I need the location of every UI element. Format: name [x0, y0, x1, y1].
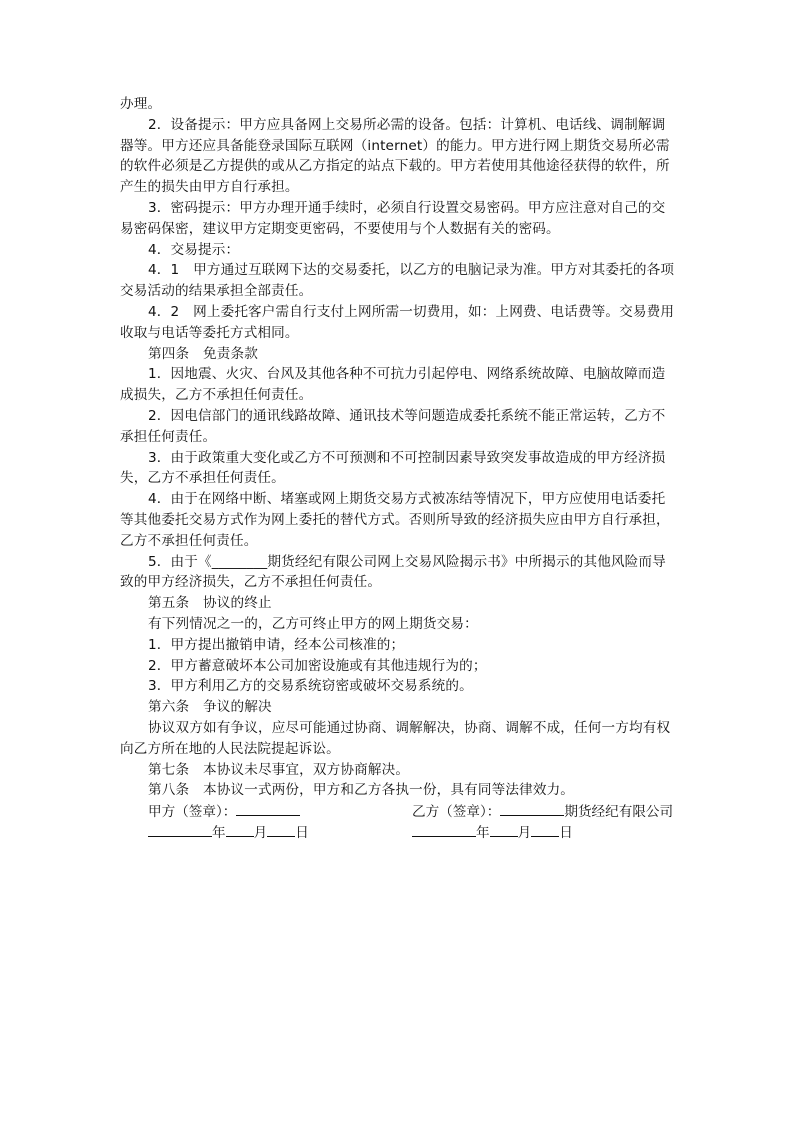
text-line: 1．甲方提出撤销申请，经本公司核准的； — [148, 636, 405, 653]
party-b-label: 乙方（签章）： — [412, 804, 501, 821]
text-line: 2．因电信部门的通讯线路故障、通讯技术等问题造成委托系统不能正常运转，乙方不 — [148, 407, 666, 424]
document-body — [120, 94, 680, 801]
text-line: 器等。甲方还应具备能登录国际互联网（internet）的能力。甲方进行网上期货交易所必需 — [120, 137, 670, 154]
text-line: 协议双方如有争议，应尽可能通过协商、调解解决，协商、调解不成，任何一方均有权 — [148, 719, 671, 736]
party-a-day-blank — [267, 822, 295, 837]
party-a-year-blank — [148, 822, 212, 837]
text-line: 第七条 本协议未尽事宜，双方协商解决。 — [148, 761, 410, 778]
party-a-date — [148, 822, 309, 844]
document-page — [120, 94, 680, 843]
text-line: 失，乙方不承担任何责任。 — [120, 470, 285, 487]
party-a-month-blank — [226, 822, 254, 837]
text-line: 有下列情况之一的，乙方可终止甲方的网上期货交易： — [148, 615, 478, 632]
text-line: 1．因地震、火灾、台风及其他各种不可抗力引起停电、网络系统故障、电脑故障而造 — [148, 366, 666, 383]
text-line: 致的甲方经济损失，乙方不承担任何责任。 — [120, 574, 382, 591]
text-line: 第六条 争议的解决 — [148, 699, 272, 716]
text-line: 4．由于在网络中断、堵塞或网上期货交易方式被冻结等情况下，甲方应使用电话委托 — [148, 491, 666, 508]
signature-row — [120, 801, 680, 822]
text-line: 4．1 甲方通过互联网下达的交易委托，以乙方的电脑记录为准。甲方对其委托的各项 — [148, 262, 675, 279]
text-line: 4．2 网上委托客户需自行支付上网所需一切费用，如：上网费、电话费等。交易费用 — [148, 303, 675, 320]
party-b-month-blank — [490, 822, 518, 837]
text-line: 等其他委托交易方式作为网上委托的替代方式。否则所导致的经济损失应由甲方自行承担， — [120, 511, 670, 528]
text-line: 成损失，乙方不承担任何责任。 — [120, 387, 313, 404]
date-row — [120, 822, 680, 843]
text-line: 4．交易提示： — [148, 241, 240, 258]
party-b-signature — [412, 801, 673, 823]
party-b-date — [412, 822, 573, 844]
party-a-signature — [148, 801, 300, 823]
text-line: 3．由于政策重大变化或乙方不可预测和不可控制因素导致突发事故造成的甲方经济损 — [148, 449, 666, 466]
party-a-year-label: 年 — [212, 824, 226, 841]
text-line: 2．甲方蓄意破坏本公司加密设施或有其他违规行为的； — [148, 657, 487, 674]
text-line: 收取与电话等委托方式相同。 — [120, 324, 299, 341]
text-line: 2．设备提示：甲方应具备网上交易所必需的设备。包括：计算机、电话线、调制解调 — [148, 116, 666, 133]
text-line: 向乙方所在地的人民法院提起诉讼。 — [120, 740, 340, 757]
text-line: 第八条 本协议一式两份，甲方和乙方各执一份，具有同等法律效力。 — [148, 782, 575, 799]
party-b-day-blank — [531, 822, 559, 837]
party-a-day-label: 日 — [295, 824, 309, 841]
text-line: 3．甲方利用乙方的交易系统窃密或破坏交易系统的。 — [148, 678, 473, 695]
party-b-blank — [500, 801, 564, 816]
text-line: 易密码保密，建议甲方定期变更密码，不要使用与个人数据有关的密码。 — [120, 220, 560, 237]
text-line: 承担任何责任。 — [120, 428, 217, 445]
text-line: 5．由于《________期货经纪有限公司网上交易风险揭示书》中所揭示的其他风险而导 — [148, 553, 666, 570]
party-b-day-label: 日 — [559, 824, 573, 841]
party-b-year-label: 年 — [476, 824, 490, 841]
text-line: 的软件必须是乙方提供的或从乙方指定的站点下载的。甲方若使用其他途径获得的软件，所 — [120, 158, 670, 175]
text-line: 产生的损失由甲方自行承担。 — [120, 179, 299, 196]
party-b-month-label: 月 — [517, 824, 532, 841]
party-b-suffix: 期货经纪有限公司 — [564, 804, 674, 821]
text-line: 交易活动的结果承担全部责任。 — [120, 283, 313, 300]
party-a-month-label: 月 — [253, 824, 268, 841]
text-line: 办理。 — [120, 96, 162, 112]
text-line: 第五条 协议的终止 — [148, 595, 272, 612]
party-a-blank — [236, 801, 300, 816]
text-line: 3．密码提示：甲方办理开通手续时，必须自行设置交易密码。甲方应注意对自己的交 — [148, 199, 666, 216]
text-line: 第四条 免责条款 — [148, 345, 258, 362]
text-line: 乙方不承担任何责任。 — [120, 532, 258, 549]
party-a-label: 甲方（签章）： — [148, 804, 237, 821]
party-b-year-blank — [412, 822, 476, 837]
